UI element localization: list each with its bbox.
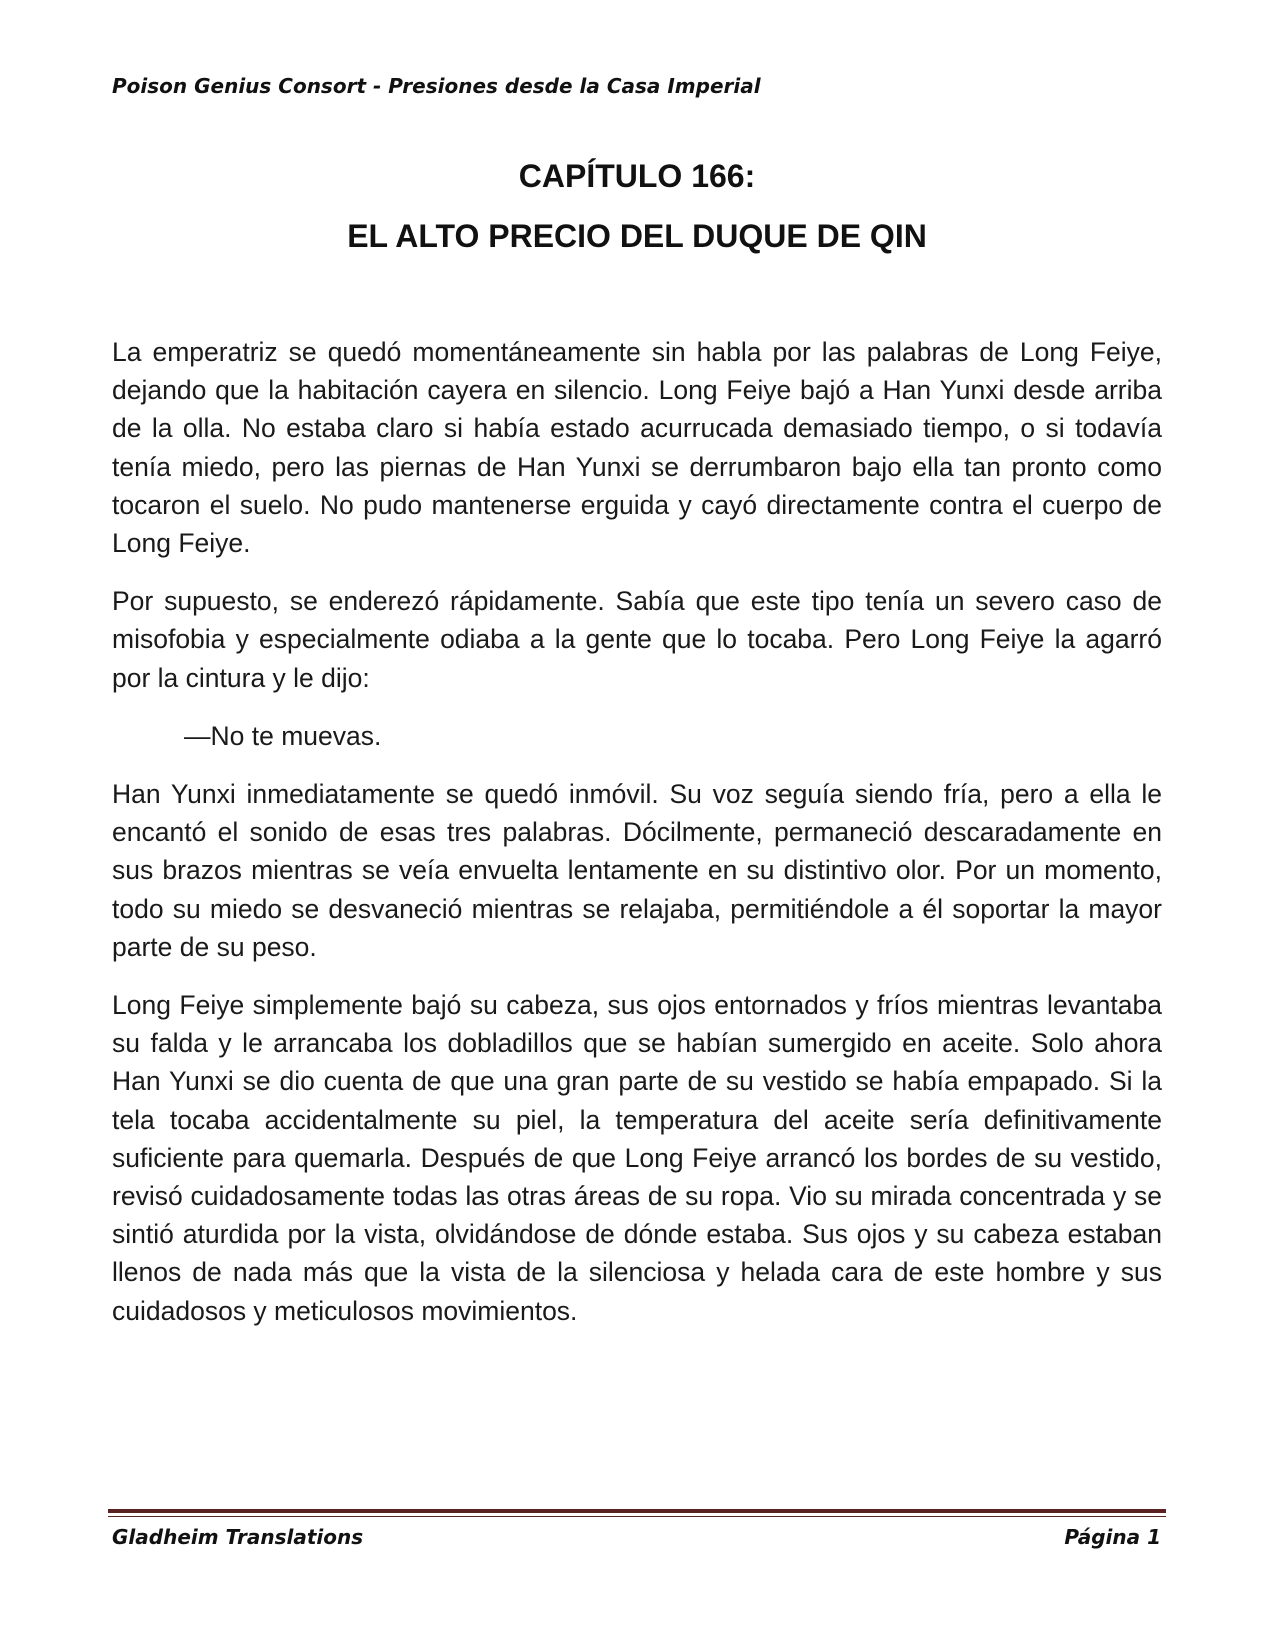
body-paragraph: Long Feiye simplemente bajó su cabeza, sus ojos entornados y fríos mientras levantaba su falda y le arrancaba los dobladillos que se habían sumergido en aceite. Solo ahora Han Yunxi se dio cuenta de que una gran parte de su vestido se había empapado. Si la tela tocaba accidentalmente su piel, la temperatura del aceite sería definitivamente suficiente para quemarla. Después de que Long Feiye arrancó los bordes de su vestido, revisó cuidadosamente todas las otras áreas de su ropa. Vio su mirada concentrada y se sintió aturdida por la vista, olvidándose de dónde estaba. Sus ojos y su cabeza estaban llenos de nada más que la vista de la silenciosa y helada cara de este hombre y sus cuidadosos y meticulosos movimientos. bbox=[112, 990, 1162, 1326]
footer-divider bbox=[108, 1509, 1166, 1513]
chapter-number: CAPÍTULO 166: bbox=[518, 158, 756, 194]
chapter-body bbox=[112, 333, 1162, 1350]
chapter-name: EL ALTO PRECIO DEL DUQUE DE QIN bbox=[347, 218, 927, 254]
footer-publisher: Gladheim Translations bbox=[112, 1525, 364, 1549]
body-paragraph: Por supuesto, se enderezó rápidamente. Sabía que este tipo tenía un severo caso de misofobia y especialmente odiaba a la gente que lo tocaba. Pero Long Feiye la agarró por la cintura y le dijo: bbox=[112, 586, 1162, 693]
footer-divider-thin bbox=[108, 1516, 1166, 1517]
dialogue-line: —No te muevas. bbox=[184, 720, 382, 751]
body-paragraph: La emperatriz se quedó momentáneamente sin habla por las palabras de Long Feiye, dejando que la habitación cayera en silencio. Long Feiye bajó a Han Yunxi desde arriba de la olla. No estaba claro si había estado acurrucada demasiado tiempo, o si todavía tenía miedo, pero las piernas de Han Yunxi se derrumbaron bajo ella tan pronto como tocaron el suelo. No pudo mantenerse erguida y cayó directamente contra el cuerpo de Long Feiye. bbox=[112, 337, 1162, 559]
body-paragraph: Han Yunxi inmediatamente se quedó inmóvil. Su voz seguía siendo fría, pero a ella le encantó el sonido de esas tres palabras. Dócilmente, permaneció descaradamente en sus brazos mientras se veía envuelta lentamente en su distintivo olor. Por un momento, todo su miedo se desvaneció mientras se relajaba, permitiéndole a él soportar la mayor parte de su peso. bbox=[112, 779, 1162, 962]
chapter-title bbox=[112, 146, 1162, 266]
running-header: Poison Genius Consort - Presiones desde la Casa Imperial bbox=[112, 74, 761, 98]
footer-page-number: Página 1 bbox=[1064, 1525, 1161, 1549]
